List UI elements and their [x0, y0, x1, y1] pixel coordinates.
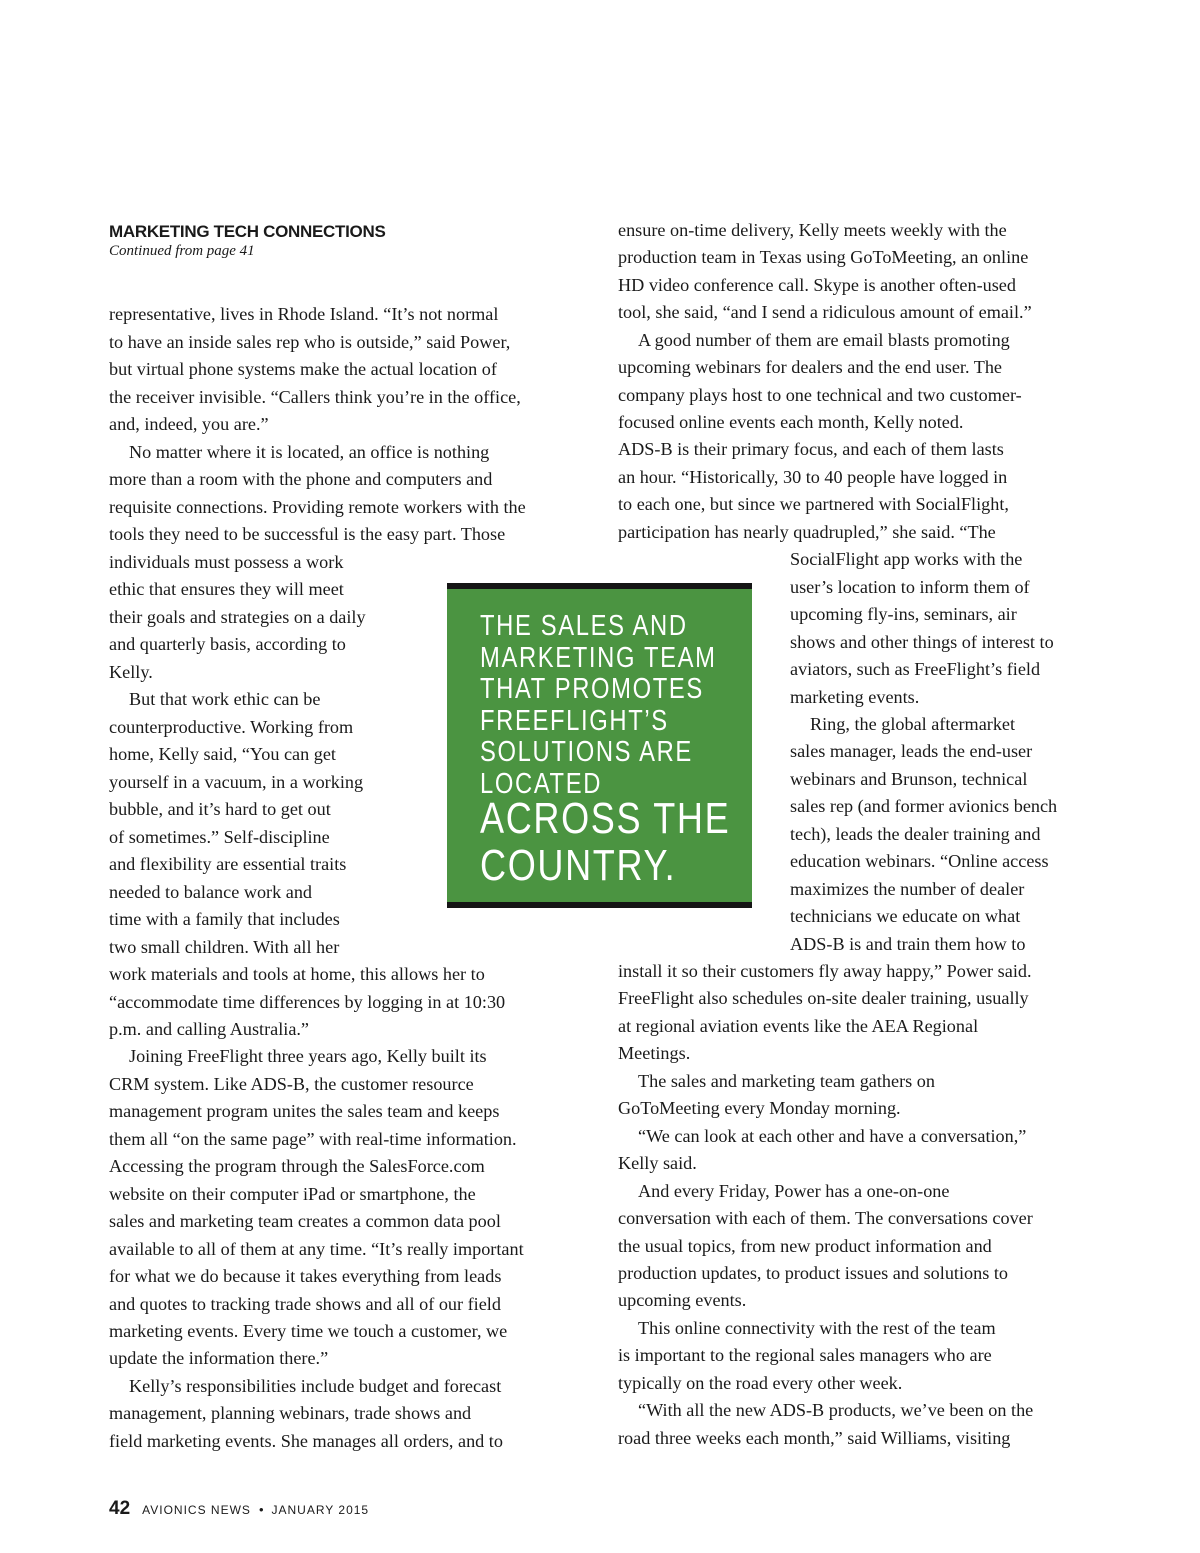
text-line: sales manager, leads the end-user [790, 741, 1033, 761]
text-line: management program unites the sales team and keeps [109, 1101, 500, 1121]
text-line: time with a family that includes [109, 909, 340, 929]
text-line: Kelly’s responsibilities include budget and forecast [129, 1376, 502, 1396]
text-line: participation has nearly quadrupled,” she said. “The [618, 522, 996, 542]
text-line: focused online events each month, Kelly noted. [618, 412, 964, 432]
text-line: CRM system. Like ADS-B, the customer resource [109, 1074, 474, 1094]
pull-quote-emphasis: COUNTRY. [480, 841, 677, 890]
text-line: yourself in a vacuum, in a working [109, 772, 364, 792]
pull-quote-box [447, 583, 752, 908]
text-line: website on their computer iPad or smartphone, the [109, 1184, 476, 1204]
text-line: but virtual phone systems make the actual location of [109, 359, 497, 379]
text-line: tool, she said, “and I send a ridiculous amount of email.” [618, 302, 1032, 322]
pull-quote-line: MARKETING TEAM [480, 642, 717, 674]
pull-quote-emphasis: ACROSS THE [480, 794, 731, 843]
text-line: ensure on-time delivery, Kelly meets weekly with the [618, 220, 1007, 240]
text-line: individuals must possess a work [109, 552, 344, 572]
text-line: at regional aviation events like the AEA Regional [618, 1016, 979, 1036]
text-line: production updates, to product issues and solutions to [618, 1263, 1008, 1283]
issue-date: JANUARY 2015 [271, 1503, 370, 1517]
text-line: This online connectivity with the rest of the team [638, 1318, 996, 1338]
text-line: technicians we educate on what [790, 906, 1021, 926]
text-line: needed to balance work and [109, 882, 313, 902]
text-line: counterproductive. Working from [109, 717, 354, 737]
text-line: available to all of them at any time. “It’s really important [109, 1239, 524, 1259]
text-line: “accommodate time differences by logging in at 10:30 [109, 992, 506, 1012]
text-line: GoToMeeting every Monday morning. [618, 1098, 901, 1118]
text-line: is important to the regional sales managers who are [618, 1345, 992, 1365]
pull-quote-line: THAT PROMOTES [480, 673, 704, 705]
text-line: requisite connections. Providing remote workers with the [109, 497, 526, 517]
text-line: their goals and strategies on a daily [109, 607, 366, 627]
text-line: shows and other things of interest to [790, 632, 1054, 652]
text-line: p.m. and calling Australia.” [109, 1019, 310, 1039]
text-line: Joining FreeFlight three years ago, Kelly built its [129, 1046, 487, 1066]
page-footer [109, 1498, 369, 1520]
text-line: to have an inside sales rep who is outside,” said Power, [109, 332, 511, 352]
text-line: marketing events. [790, 687, 920, 707]
text-line: ethic that ensures they will meet [109, 579, 344, 599]
text-line: conversation with each of them. The conversations cover [618, 1208, 1033, 1228]
magazine-name: AVIONICS NEWS [142, 1503, 251, 1517]
text-line: to each one, but since we partnered with SocialFlight, [618, 494, 1009, 514]
text-line: webinars and Brunson, technical [790, 769, 1028, 789]
text-line: more than a room with the phone and computers and [109, 469, 493, 489]
text-line: education webinars. “Online access [790, 851, 1049, 871]
text-line: No matter where it is located, an office is nothing [129, 442, 490, 462]
text-line: update the information there.” [109, 1348, 329, 1368]
text-line: maximizes the number of dealer [790, 879, 1025, 899]
text-line: upcoming events. [618, 1290, 747, 1310]
pull-quote-line: FREEFLIGHT’S [480, 705, 669, 737]
text-line: install it so their customers fly away happy,” Power said. [618, 961, 1032, 981]
text-line: and flexibility are essential traits [109, 854, 347, 874]
footer-separator: • [258, 1502, 264, 1517]
text-line: tools they need to be successful is the easy part. Those [109, 524, 506, 544]
text-line: production team in Texas using GoToMeeting, an online [618, 247, 1029, 267]
text-line: user’s location to inform them of [790, 577, 1030, 597]
text-line: home, Kelly said, “You can get [109, 744, 336, 764]
text-line: ADS-B is their primary focus, and each of them lasts [618, 439, 1004, 459]
text-line: and, indeed, you are.” [109, 414, 269, 434]
text-line: of sometimes.” Self-discipline [109, 827, 330, 847]
text-line: And every Friday, Power has a one-on-one [638, 1181, 950, 1201]
continued-from-note: Continued from page 41 [109, 243, 255, 259]
section-title: MARKETING TECH CONNECTIONS [109, 222, 386, 241]
text-line: the receiver invisible. “Callers think you’re in the office, [109, 387, 521, 407]
pull-quote-line: THE SALES AND [480, 610, 688, 642]
text-line: aviators, such as FreeFlight’s field [790, 659, 1041, 679]
text-line: field marketing events. She manages all orders, and to [109, 1431, 503, 1451]
text-line: SocialFlight app works with the [790, 549, 1023, 569]
text-line: Kelly said. [618, 1153, 697, 1173]
text-line: work materials and tools at home, this allows her to [109, 964, 485, 984]
text-line: Kelly. [109, 662, 153, 682]
text-line: upcoming fly-ins, seminars, air [790, 604, 1017, 624]
text-line: The sales and marketing team gathers on [638, 1071, 935, 1091]
text-line: ADS-B is and train them how to [790, 934, 1026, 954]
text-line: “With all the new ADS-B products, we’ve been on the [638, 1400, 1034, 1420]
text-line: “We can look at each other and have a conversation,” [638, 1126, 1027, 1146]
text-line: and quotes to tracking trade shows and all of our field [109, 1294, 501, 1314]
pull-quote-line: LOCATED [480, 768, 603, 800]
page-number: 42 [109, 1498, 131, 1519]
text-line: sales rep (and former avionics bench [790, 796, 1058, 816]
text-line: marketing events. Every time we touch a customer, we [109, 1321, 508, 1341]
text-line: Accessing the program through the SalesForce.com [109, 1156, 485, 1176]
text-line: HD video conference call. Skype is another often-used [618, 275, 1016, 295]
pull-quote-line: SOLUTIONS ARE [480, 736, 693, 768]
text-line: FreeFlight also schedules on-site dealer training, usually [618, 988, 1029, 1008]
text-line: sales and marketing team creates a common data pool [109, 1211, 501, 1231]
text-line: the usual topics, from new product information and [618, 1236, 992, 1256]
text-line: road three weeks each month,” said Williams, visiting [618, 1428, 1011, 1448]
text-line: A good number of them are email blasts promoting [638, 330, 1010, 350]
text-line: for what we do because it takes everything from leads [109, 1266, 502, 1286]
text-line: bubble, and it’s hard to get out [109, 799, 331, 819]
text-line: Ring, the global aftermarket [810, 714, 1016, 734]
text-line: But that work ethic can be [129, 689, 321, 709]
text-line: and quarterly basis, according to [109, 634, 346, 654]
text-line: company plays host to one technical and two customer- [618, 385, 1022, 405]
text-line: upcoming webinars for dealers and the end user. The [618, 357, 1003, 377]
text-line: management, planning webinars, trade shows and [109, 1403, 472, 1423]
text-line: representative, lives in Rhode Island. “It’s not normal [109, 304, 499, 324]
text-line: them all “on the same page” with real-time information. [109, 1129, 517, 1149]
text-line: tech), leads the dealer training and [790, 824, 1041, 844]
text-line: Meetings. [618, 1043, 691, 1063]
text-line: two small children. With all her [109, 937, 340, 957]
text-line: typically on the road every other week. [618, 1373, 903, 1393]
text-line: an hour. “Historically, 30 to 40 people have logged in [618, 467, 1008, 487]
